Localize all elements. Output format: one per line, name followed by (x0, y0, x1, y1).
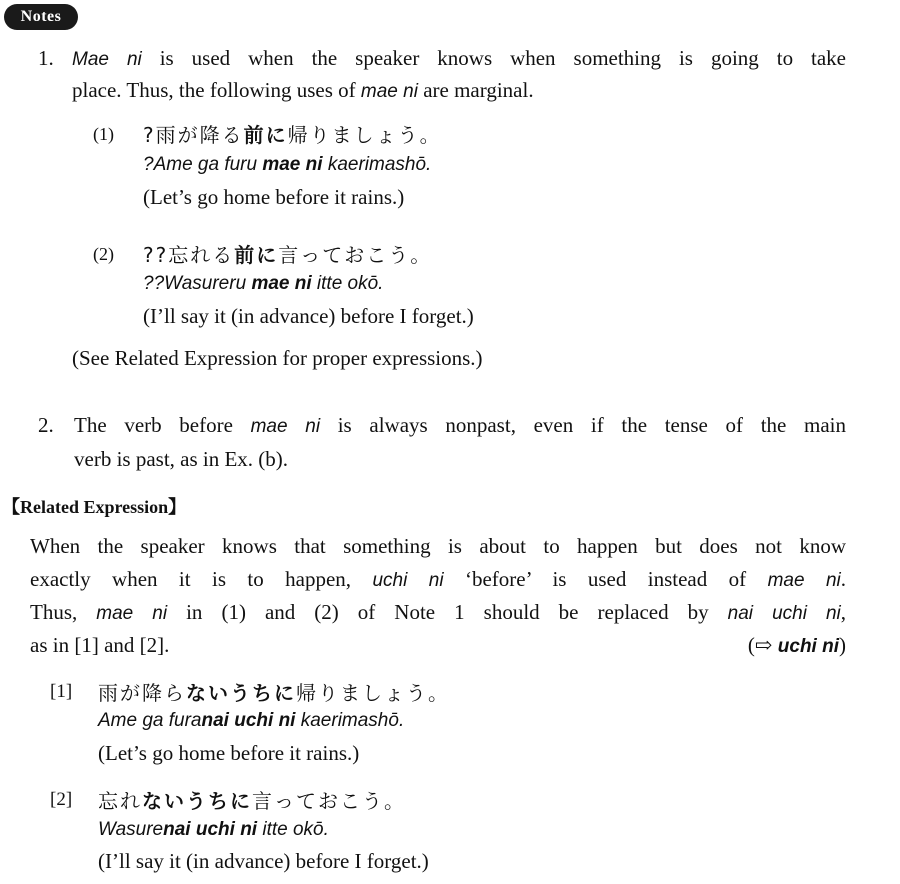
example-label: [2] (50, 789, 73, 810)
related-line4: as in [1] and [2]. (30, 633, 170, 657)
note2-line1: The verb before mae ni is always nonpast, even if the tense of the main (74, 413, 847, 437)
example-translation: (Let’s go home before it rains.) (98, 741, 360, 765)
example-translation: (Let’s go home before it rains.) (143, 185, 405, 209)
term: mae ni (360, 81, 418, 102)
note2-line2: verb is past, as in Ex. (b). (74, 447, 289, 471)
related-line3: Thus, mae ni in (1) and (2) of Note 1 should be replaced by nai uchi ni, (30, 600, 847, 624)
example-japanese: ??忘れる前に言っておこう。 (143, 243, 433, 267)
example-translation: (I’ll say it (in advance) before I forget.) (98, 849, 429, 873)
note1-number: 1. (38, 46, 54, 70)
example-romaji: Ame ga furanai uchi ni kaerimashō. (98, 710, 405, 731)
term: nai uchi ni (727, 603, 841, 624)
term: mae ni (96, 603, 168, 624)
example-japanese: 忘れないうちに言っておこう。 (98, 789, 406, 813)
example-japanese: 雨が降らないうちに帰りましょう。 (98, 681, 450, 705)
notes-badge: Notes (4, 4, 78, 30)
example-romaji: ??Wasureru mae ni itte okō. (143, 273, 384, 294)
example-romaji: ?Ame ga furu mae ni kaerimashō. (143, 154, 432, 175)
term: mae ni (767, 570, 841, 591)
term: mae ni (250, 416, 321, 437)
term: Mae ni (72, 49, 142, 70)
example-label: (2) (93, 244, 114, 264)
section-heading: 【Related Expression】 (2, 497, 187, 517)
example-translation: (I’ll say it (in advance) before I forget.) (143, 304, 474, 328)
example-romaji: Wasurenai uchi ni itte okō. (98, 819, 329, 840)
cross-reference[interactable]: (⇨ uchi ni) (747, 633, 846, 657)
see-also-note: (See Related Expression for proper expressions.) (72, 346, 483, 370)
arrow-icon: (⇨ (747, 633, 778, 657)
example-label: (1) (93, 124, 114, 144)
related-line1: When the speaker knows that something is about to happen but does not know (30, 534, 846, 558)
note1-line2: place. Thus, the following uses of mae ni are marginal. (72, 78, 534, 102)
note1-line1: Mae ni is used when the speaker knows when something is going to take (72, 46, 847, 70)
term: uchi ni (372, 570, 444, 591)
note2-number: 2. (38, 413, 54, 437)
related-line2: exactly when it is to happen, uchi ni ‘before’ is used instead of mae ni. (30, 567, 846, 591)
example-japanese: ?雨が降る前に帰りましょう。 (143, 123, 442, 147)
example-label: [1] (50, 681, 73, 702)
